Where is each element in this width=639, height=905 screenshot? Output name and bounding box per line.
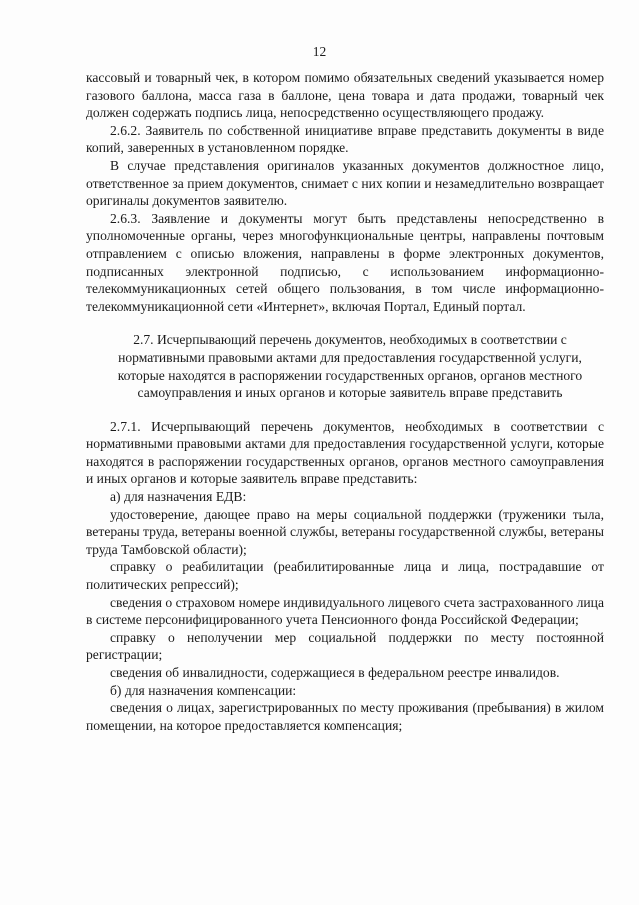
list-heading-compensation: б) для назначения компенсации: — [110, 682, 297, 698]
document-body — [86, 69, 604, 734]
list-item-rehabilitation: справку о реабилитации (реабилитированные лица и лица, пострадавшие от политических репрессий); — [86, 559, 604, 593]
section-heading-2-7: 2.7. Исчерпывающий перечень документов, необходимых в соответствии с нормативными правовыми актами для предоставления государственной услуги, которые находятся в распоряжении государственных органов, органов местного самоуправления и иных органов и которые заявитель вправе представить — [117, 332, 583, 401]
list-heading-edv: а) для назначения ЕДВ: — [110, 489, 247, 505]
list-item-disability: сведения об инвалидности, содержащиеся в федеральном реестре инвалидов. — [110, 665, 560, 680]
paragraph-originals: В случае представления оригиналов указанных документов должностное лицо, ответственное за прием документов, снимает с них копии и незамедлительно возвращает оригиналы документов заявителю. — [86, 157, 604, 209]
paragraph-2-7-1: 2.7.1. Исчерпывающий перечень документов, необходимых в соответствии с нормативными правовыми актами для предоставления государственной услуги, которые находятся в распоряжении государственных органов, органов местного самоуправления и иных органов и которые заявитель вправе представить: — [86, 418, 604, 487]
page-number: 12 — [312, 44, 327, 59]
list-item-non-receipt: справку о неполучении мер социальной поддержки по месту постоянной регистрации; — [86, 629, 604, 663]
paragraph-2-6-2: 2.6.2. Заявитель по собственной инициативе вправе представить документы в виде копий, заверенных в установленном порядке. — [86, 122, 604, 156]
list-item-registered-persons: сведения о лицах, зарегистрированных по месту проживания (пребывания) в жилом помещении, на которое предоставляется компенсация; — [86, 700, 604, 733]
paragraph-receipt-continuation: кассовый и товарный чек, в котором помимо обязательных сведений указывается номер газового баллона, масса газа в баллоне, цена товара и дата продажи, товарный чек должен содержать подпись лица, непосредственно осуществляющего продажу. — [86, 70, 604, 121]
list-item-certificate: удостоверение, дающее право на меры социальной поддержки (труженики тыла, ветераны труда, ветераны военной службы, ветераны государственной службы, ветераны труда Тамбовской области); — [86, 506, 604, 557]
list-item-insurance-number: сведения о страховом номере индивидуального лицевого счета застрахованного лица в системе персонифицированного учета Пенсионного фонда Российской Федерации; — [86, 594, 604, 628]
paragraph-2-6-3: 2.6.3. Заявление и документы могут быть представлены непосредственно в уполномоченные органы, через многофункциональные центры, направлены почтовым отправлением с описью вложения, направлены в форме электронных документов, подписанных электронной подписью, с использованием информационно-телекоммуникационных сетей общего пользования, в том числе информационно-телекоммуникационной сети «Интернет», включая Портал, Единый портал. — [86, 210, 604, 314]
